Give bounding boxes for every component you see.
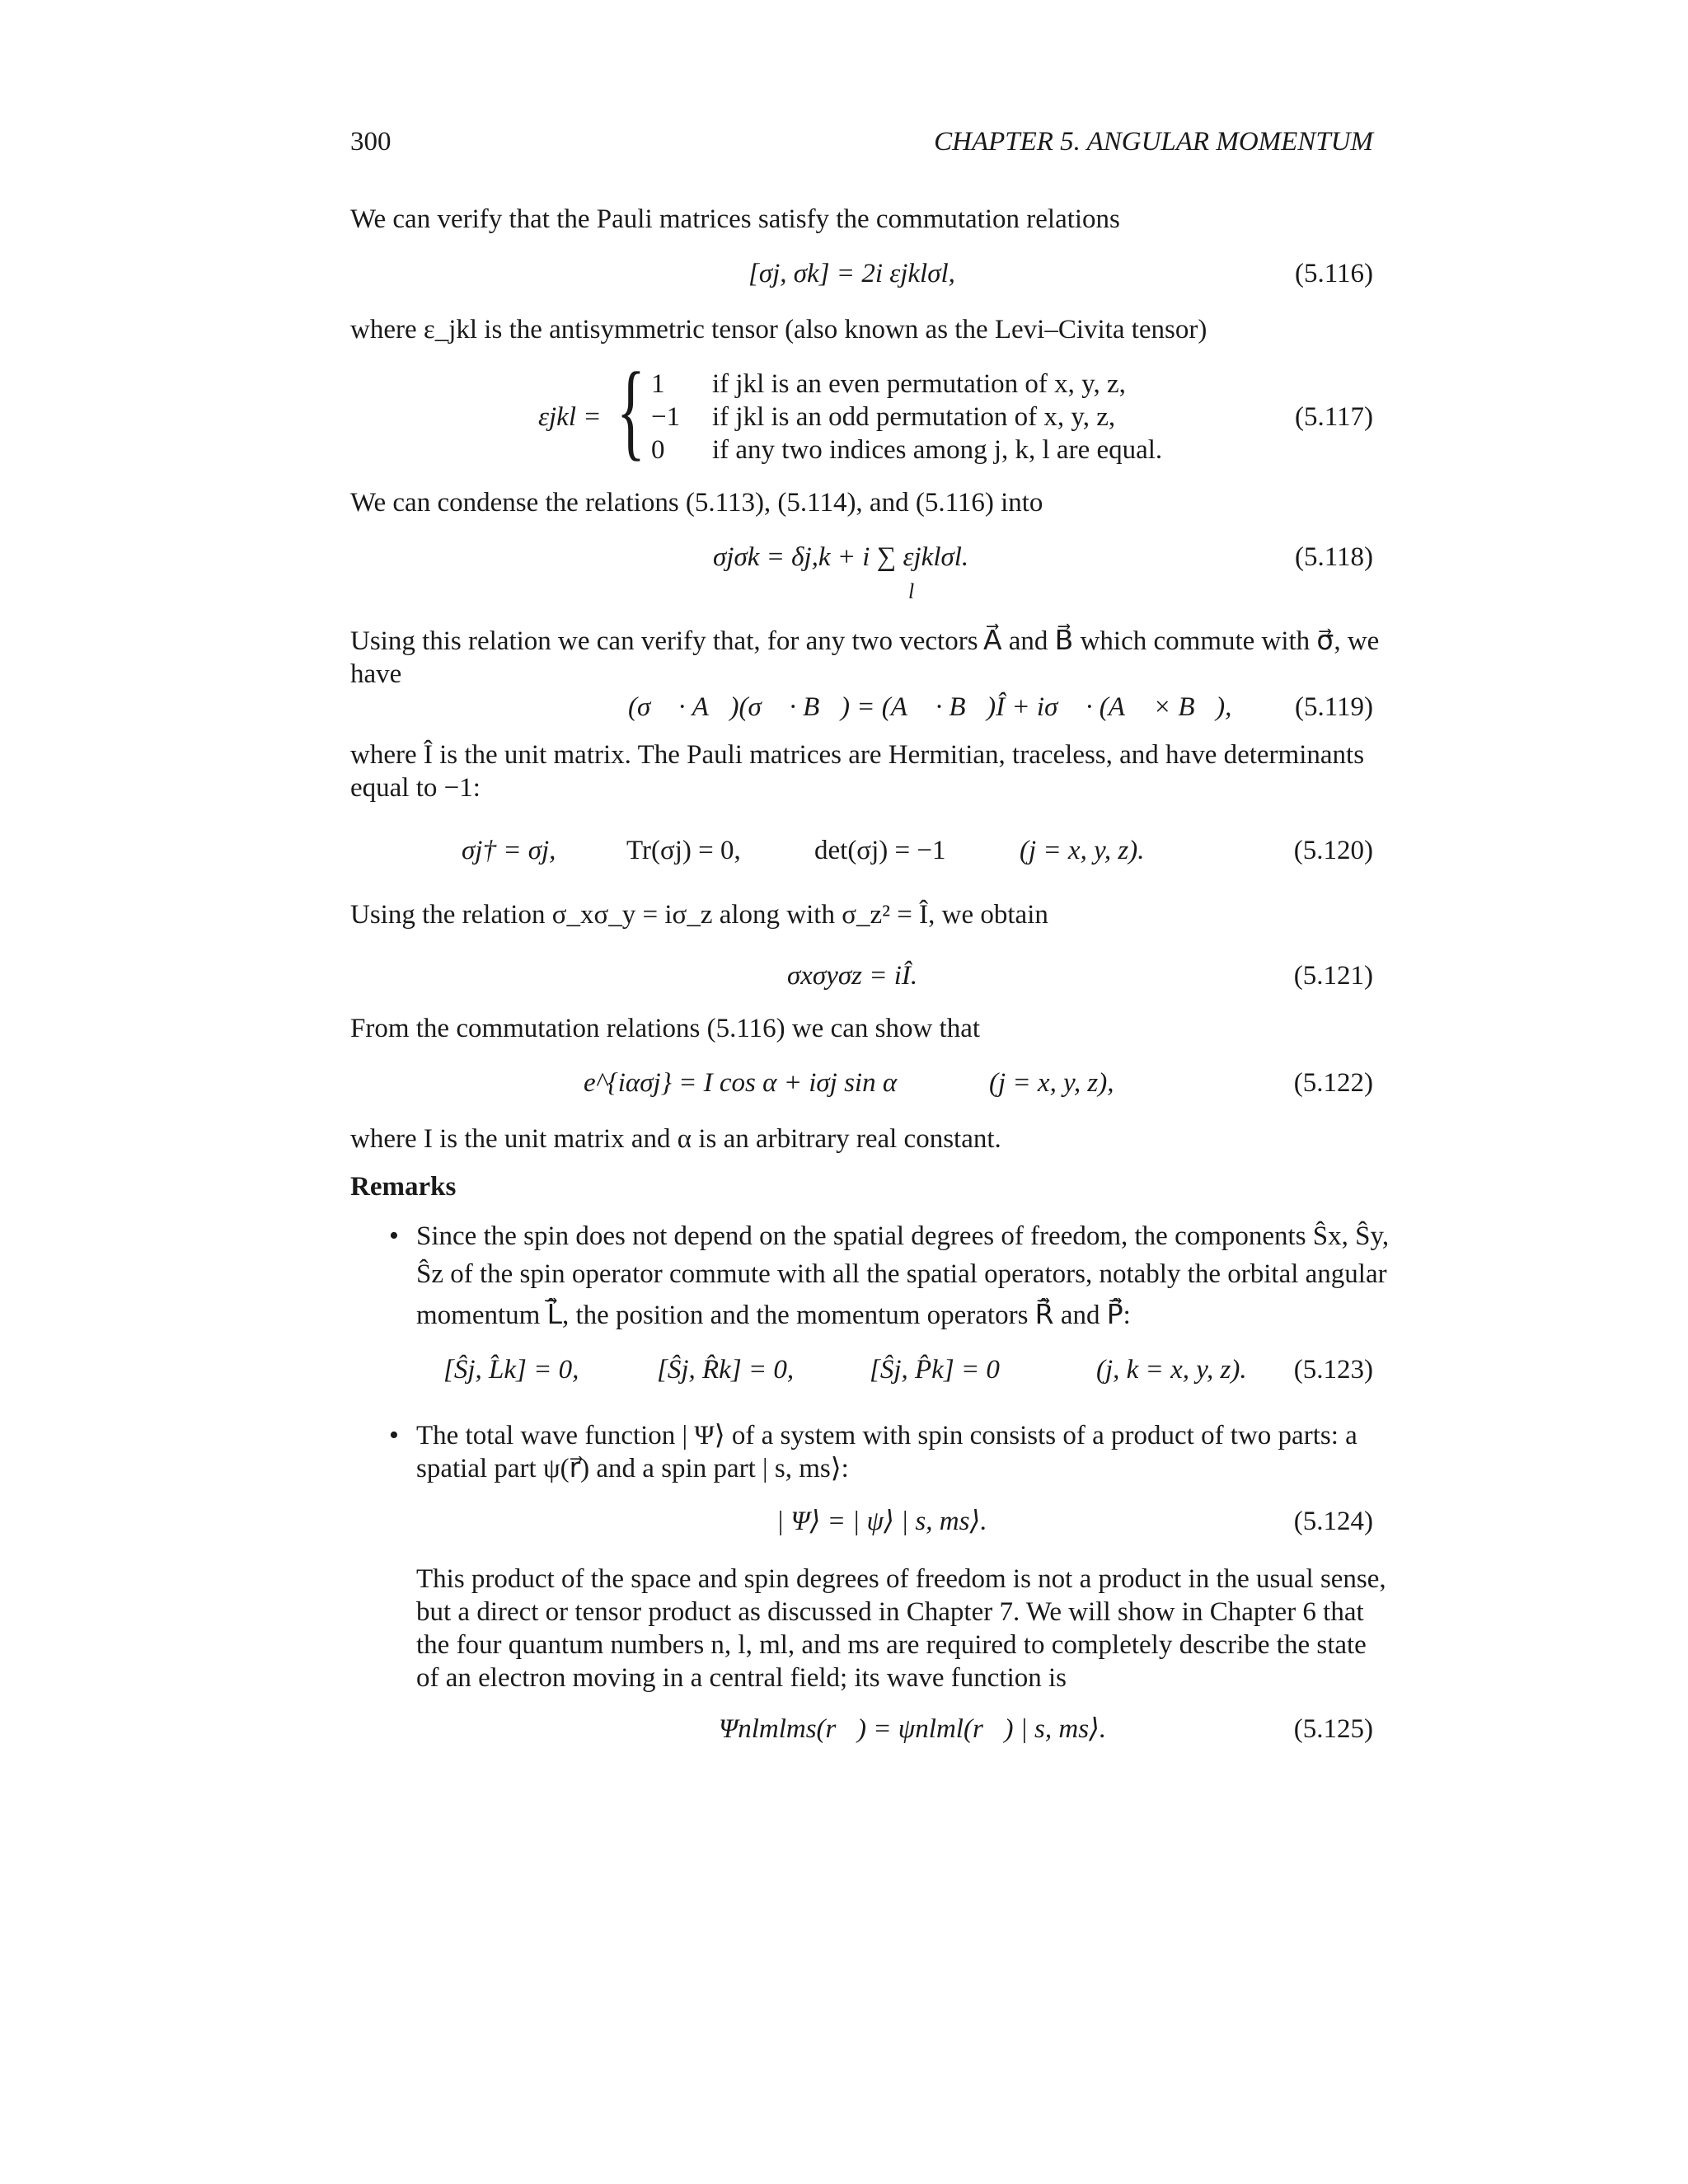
equation-5-120-range: (j = x, y, z). bbox=[1020, 836, 1145, 865]
summation-index: l bbox=[908, 579, 915, 603]
case-value: −1 bbox=[651, 402, 681, 432]
equation-number: (5.123) bbox=[1293, 1355, 1373, 1385]
equation-number: (5.124) bbox=[1293, 1507, 1373, 1536]
page-number: 300 bbox=[350, 127, 392, 157]
paragraph-text: Using the relation σ_xσ_y = iσ_z along with σ_z² = Î, we obtain bbox=[350, 900, 1048, 930]
paragraph-text: We can condense the relations (5.113), (5.114), and (5.116) into bbox=[350, 488, 1043, 518]
equation-5-117-lhs: εjkl = bbox=[538, 402, 602, 432]
case-condition: if any two indices among j, k, l are equal. bbox=[712, 435, 1163, 465]
left-brace: { bbox=[617, 349, 645, 471]
paragraph-text: The total wave function | Ψ⟩ of a system with spin consists of a product of two parts: a bbox=[416, 1421, 1357, 1451]
case-row bbox=[651, 401, 1228, 434]
case-row bbox=[651, 434, 1228, 466]
case-value: 1 bbox=[651, 369, 665, 399]
equation-5-120-determinant: det(σj) = −1 bbox=[814, 836, 946, 865]
equation-5-117-cases bbox=[651, 368, 1228, 466]
bullet-marker: • bbox=[389, 1420, 399, 1451]
paragraph-text: where I is the unit matrix and α is an arbitrary real constant. bbox=[350, 1124, 1001, 1154]
paragraph-text: Ŝz of the spin operator commute with all the spatial operators, notably the orbital angular bbox=[416, 1259, 1387, 1289]
equation-5-120-hermitian: σj† = σj, bbox=[462, 836, 556, 865]
equation-number: (5.121) bbox=[1293, 961, 1373, 991]
equation-5-123-momentum: [Ŝj, P̂k] = 0 bbox=[870, 1355, 1000, 1385]
paragraph-text: equal to −1: bbox=[350, 773, 481, 803]
paragraph-text: of an electron moving in a central field; its wave function is bbox=[416, 1663, 1067, 1693]
equation-5-116: [σj, σk] = 2i εjklσl, bbox=[748, 259, 955, 288]
paragraph-text: spatial part ψ(r⃗) and a spin part | s, ms⟩: bbox=[416, 1454, 849, 1483]
case-row bbox=[651, 368, 1228, 401]
running-title: CHAPTER 5. ANGULAR MOMENTUM bbox=[934, 127, 1373, 157]
remarks-heading: Remarks bbox=[350, 1172, 457, 1202]
equation-5-120-trace: Tr(σj) = 0, bbox=[626, 836, 741, 865]
equation-5-122: e^{iασj} = I cos α + iσj sin α bbox=[584, 1068, 898, 1098]
paragraph-text: where ε_jkl is the antisymmetric tensor (also known as the Levi–Civita tensor) bbox=[350, 315, 1207, 344]
paragraph-text: From the commutation relations (5.116) we can show that bbox=[350, 1014, 981, 1043]
equation-5-123-angular: [Ŝj, L̂k] = 0, bbox=[443, 1355, 579, 1385]
paragraph-text: have bbox=[350, 659, 402, 689]
paragraph-text: the four quantum numbers n, l, ml, and ms are required to completely describe the state bbox=[416, 1630, 1367, 1660]
equation-number: (5.116) bbox=[1294, 259, 1373, 288]
equation-number: (5.122) bbox=[1293, 1068, 1373, 1098]
paragraph-text: Using this relation we can verify that, for any two vectors A⃗ and B⃗ which commute with σ⃗, we bbox=[350, 626, 1380, 656]
equation-number: (5.119) bbox=[1294, 692, 1373, 722]
equation-5-123-position: [Ŝj, R̂k] = 0, bbox=[657, 1355, 795, 1385]
equation-number: (5.117) bbox=[1294, 402, 1373, 432]
equation-number: (5.118) bbox=[1294, 542, 1373, 572]
equation-5-121: σxσyσz = iÎ. bbox=[787, 961, 918, 991]
paragraph-text: Since the spin does not depend on the spatial degrees of freedom, the components Ŝx, Ŝy, bbox=[416, 1221, 1390, 1251]
paragraph-text: This product of the space and spin degrees of freedom is not a product in the usual sense, bbox=[416, 1564, 1386, 1594]
equation-number: (5.125) bbox=[1293, 1714, 1373, 1744]
equation-5-118: σjσk = δj,k + i ∑ εjklσl. bbox=[713, 542, 969, 572]
equation-5-123-range: (j, k = x, y, z). bbox=[1096, 1355, 1247, 1385]
paragraph-text: but a direct or tensor product as discussed in Chapter 7. We will show in Chapter 6 that bbox=[416, 1597, 1364, 1627]
paragraph-text: momentum L̂⃗, the position and the momentum operators R̂⃗ and P̂⃗: bbox=[416, 1301, 1131, 1330]
paragraph-text: where Î is the unit matrix. The Pauli matrices are Hermitian, traceless, and have determinants bbox=[350, 740, 1365, 770]
case-condition: if jkl is an odd permutation of x, y, z, bbox=[712, 402, 1116, 432]
bullet-marker: • bbox=[389, 1221, 399, 1251]
equation-5-122-range: (j = x, y, z), bbox=[989, 1068, 1114, 1098]
case-value: 0 bbox=[651, 435, 665, 465]
equation-number: (5.120) bbox=[1293, 836, 1373, 865]
equation-5-119: (σ⃗ · A⃗)(σ⃗ · B⃗) = (A⃗ · B⃗)Î + iσ⃗ · (A⃗ × B⃗), bbox=[628, 692, 1232, 722]
case-condition: if jkl is an even permutation of x, y, z, bbox=[712, 369, 1126, 399]
equation-5-125: Ψnlmlms(r⃗) = ψnlml(r⃗) | s, ms⟩. bbox=[719, 1714, 1107, 1744]
equation-5-124: | Ψ⟩ = | ψ⟩ | s, ms⟩. bbox=[776, 1507, 987, 1536]
paragraph-text: We can verify that the Pauli matrices satisfy the commutation relations bbox=[350, 204, 1120, 234]
